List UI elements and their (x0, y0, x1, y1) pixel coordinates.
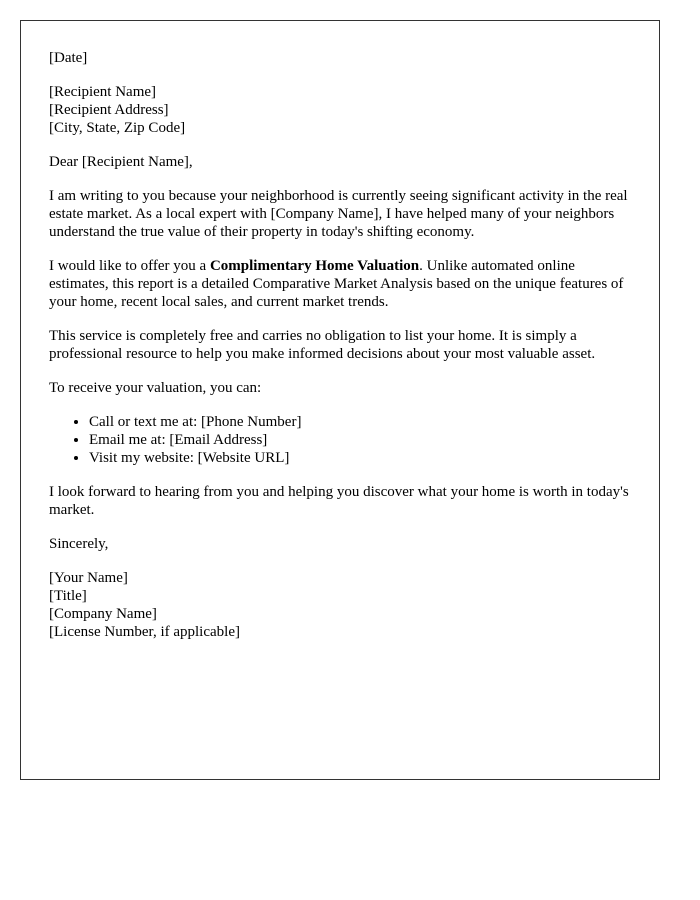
contact-list (49, 413, 631, 467)
signature-license: [License Number, if applicable] (49, 624, 240, 640)
offer-paragraph (49, 257, 631, 311)
signature-title: [Title] (49, 588, 87, 604)
closing: Sincerely, (49, 536, 109, 552)
closing-paragraph: I look forward to hearing from you and helping you discover what your home is worth in today's market. (49, 484, 629, 518)
signature-block (49, 569, 631, 641)
no-obligation-paragraph: This service is completely free and carries no obligation to list your home. It is simply a professional resource to help you make informed decisions about your most valuable asset. (49, 328, 596, 362)
recipient-address: [Recipient Address] (49, 102, 169, 118)
contact-intro: To receive your valuation, you can: (49, 380, 262, 396)
salutation: Dear [Recipient Name], (49, 154, 193, 170)
contact-phone: • Call or text me at: [Phone Number] (89, 413, 631, 431)
offer-highlight: Complimentary Home Valuation (209, 258, 420, 274)
letter-page (20, 20, 660, 780)
recipient-city-state-zip: [City, State, Zip Code] (49, 120, 186, 136)
intro-paragraph: I am writing to you because your neighborhood is currently seeing significant activity in the real estate market. As a local expert with [Company Name], I have helped many of your neighbors understand the true value of their property in today's shifting economy. (49, 188, 628, 240)
offer-text-before: I would like to offer you a (49, 258, 210, 274)
letter-date: [Date] (49, 50, 88, 66)
signature-name: [Your Name] (49, 570, 128, 586)
recipient-name: [Recipient Name] (49, 84, 157, 100)
contact-website: • Visit my website: [Website URL] (89, 449, 631, 467)
offer-text-after: . Unlike automated online estimates, this report is a detailed Comparative Market Analysis based on the unique features of your home, recent local sales, and current market trends. (49, 258, 624, 310)
recipient-address-block (49, 83, 631, 137)
contact-email: • Email me at: [Email Address] (89, 431, 631, 449)
signature-company: [Company Name] (49, 606, 157, 622)
